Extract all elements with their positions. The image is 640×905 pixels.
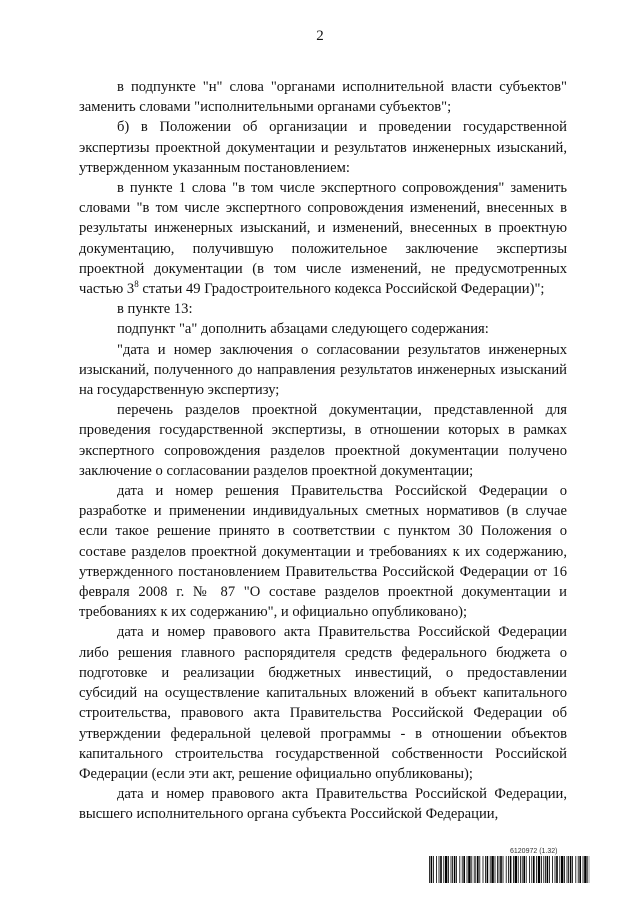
paragraph-text: в пункте 1 слова "в том числе экспертного сопровождения" заменить словами "в том числе экспертного сопровождения изменений, внесенных в результаты инженерных изысканий, и изменений, внесенных в проектную документацию, получившую положительное заключение экспертизы проектной документации (в том числе изменений, не предусмотренных частью 3 bbox=[79, 180, 567, 298]
paragraph: в пункте 13: bbox=[117, 301, 193, 318]
paragraph: "дата и номер заключения о согласовании результатов инженерных изысканий, полученного до направления результатов инженерных изысканий на государственную экспертизу; bbox=[79, 341, 567, 399]
paragraph: дата и номер правового акта Правительства Российской Федерации либо решения главного распорядителя средств федерального бюджета о подготовке и реализации бюджетных инвестиций, о предоставлении субсидий на осуществление капитальных вложений в объект капитального строительства, правового акта Правительства Российской Федерации об утверждении федеральной целевой программы - в отношении объектов капитального строительства государственной собственности Российской Федерации (если эти акт, решение официально опубликованы); bbox=[79, 624, 567, 782]
document-code: 6120972 (1.32) bbox=[510, 848, 558, 855]
paragraph: дата и номер правового акта Правительства Российской Федерации, высшего исполнительного органа субъекта Российской Федерации, bbox=[79, 786, 567, 823]
paragraph: в подпункте "н" слова "органами исполнительной власти субъектов" заменить словами "исполнительными органами субъектов"; bbox=[79, 79, 567, 116]
document-body bbox=[79, 77, 567, 825]
paragraph: б) в Положении об организации и проведении государственной экспертизы проектной документации и результатов инженерных изысканий, утвержденном указанным постановлением: bbox=[79, 119, 567, 176]
paragraph: дата и номер решения Правительства Российской Федерации о разработке и применении индивидуальных сметных нормативов (в случае если такое решение принято в соответствии с пунктом 30 Положения о составе разделов проектной документации и требованиях к их содержанию, утвержденного постановлением Правительства Российской Федерации от 16 февраля 2008 г. № 87 "О составе разделов проектной документации и требованиях к их содержанию", и официально опубликовано); bbox=[79, 483, 567, 621]
paragraph: перечень разделов проектной документации, представленной для проведения государственной экспертизы, в отношении которых в рамках экспертного сопровождения разделов проектной документации получено заключение о согласовании разделов проектной документации; bbox=[79, 402, 567, 479]
superscript: 8 bbox=[134, 279, 139, 290]
barcode-icon bbox=[429, 856, 590, 883]
page-number: 2 bbox=[316, 28, 324, 44]
paragraph-text-tail: статьи 49 Градостроительного кодекса Российской Федерации)"; bbox=[138, 281, 545, 298]
paragraph: подпункт "а" дополнить абзацами следующего содержания: bbox=[117, 321, 489, 338]
paragraph bbox=[79, 178, 567, 299]
